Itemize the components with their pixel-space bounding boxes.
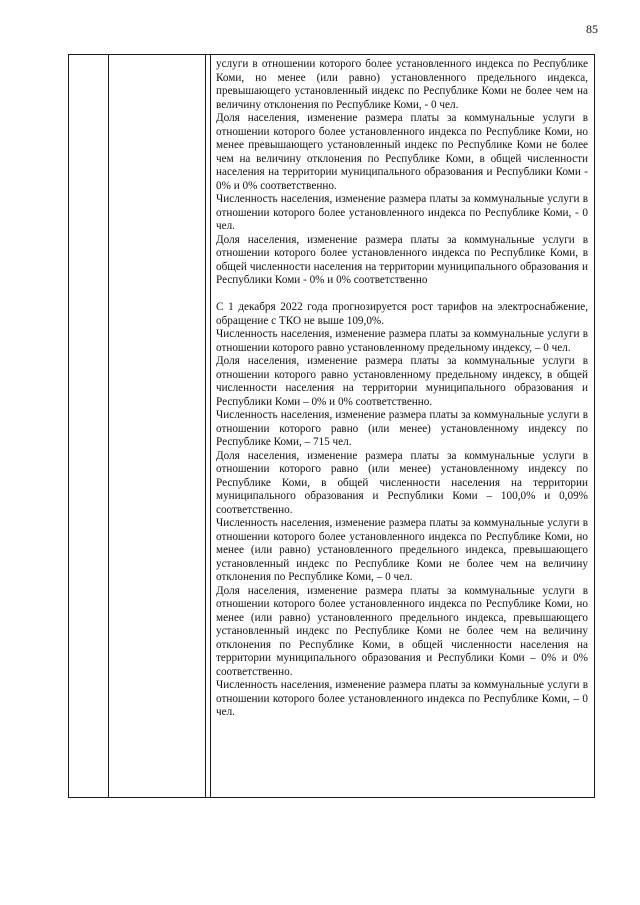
paragraph: Доля населения, изменение размера платы за коммунальные услуги в отношении которого равно установленному предельному индексу, в общей численности населения на территории муниципального образования и Республики Коми – 0% и 0% соответственно. [216, 355, 588, 408]
column-divider-3 [210, 55, 211, 797]
paragraph: С 1 декабря 2022 года прогнозируется рост тарифов на электроснабжение, обращение с ТКО не выше 109,0%. [216, 301, 588, 327]
table-cell-text [216, 58, 588, 720]
page-number: 85 [586, 22, 598, 36]
paragraph: услуги в отношении которого более установленного индекса по Республике Коми, но менее (или равно) установленного предельного индекса, превышающего установленный индекс по Республике Коми не более чем на величину отклонения по Республике Коми, - 0 чел. [216, 58, 588, 111]
paragraph: Численность населения, изменение размера платы за коммунальные услуги в отношении которого равно установленному предельному индексу, – 0 чел. [216, 328, 588, 354]
paragraph: Численность населения, изменение размера платы за коммунальные услуги в отношении которого более установленного индекса по Республике Коми, но менее (или равно) установленного предельного индекса, превышающего установленный индекс по Республике Коми не более чем на величину отклонения по Республике Коми, – 0 чел. [216, 517, 588, 583]
paragraph: Доля населения, изменение размера платы за коммунальные услуги в отношении которого более установленного индекса по Республике Коми, в общей численности населения на территории муниципального образования и Республики Коми - 0% и 0% соответственно [216, 233, 588, 286]
column-divider-1 [108, 55, 109, 797]
paragraph: Численность населения, изменение размера платы за коммунальные услуги в отношении которого равно (или менее) установленному индексу по Республике Коми, – 715 чел. [216, 409, 588, 448]
paragraph: Численность населения, изменение размера платы за коммунальные услуги в отношении которого более установленного индекса по Республике Коми, - 0 чел. [216, 193, 588, 232]
document-table [68, 54, 595, 798]
paragraph: Доля населения, изменение размера платы за коммунальные услуги в отношении которого более установленного индекса по Республике Коми, но менее превышающего установленный индекс по Республике Коми не более чем на величину отклонения по Республике Коми, в общей численности населения на территории муниципального образования и Республики Коми - 0% и 0% соответственно. [216, 112, 588, 192]
paragraph: Доля населения, изменение размера платы за коммунальные услуги в отношении которого более установленного индекса по Республике Коми, но менее (или равно) установленного предельного индекса, превышающего установленный индекс по Республике Коми не более чем на величину отклонения по Республике Коми, в общей численности населения на территории муниципального образования и Республики Коми – 0% и 0% соответственно. [216, 584, 588, 678]
paragraph: Численность населения, изменение размера платы за коммунальные услуги в отношении которого более установленного индекса по Республике Коми, – 0 чел. [216, 679, 588, 718]
paragraph: Доля населения, изменение размера платы за коммунальные услуги в отношении которого равно (или менее) установленному индексу по Республике Коми, в общей численности населения на территории муниципального образования и Республики Коми – 100,0% и 0,09% соответственно. [216, 449, 588, 516]
column-divider-2 [205, 55, 206, 797]
